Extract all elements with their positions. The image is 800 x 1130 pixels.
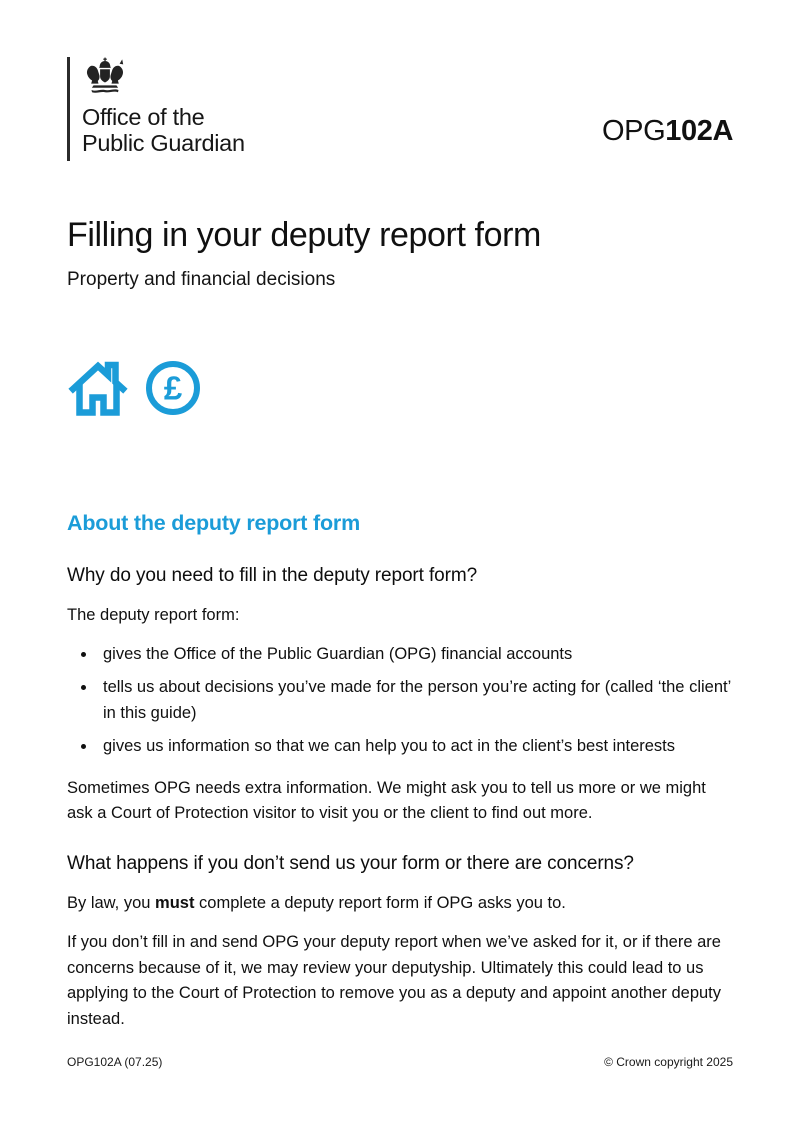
section-heading-about: About the deputy report form [67,511,360,535]
svg-text:£: £ [163,369,183,406]
page-footer [67,1055,733,1069]
form-number-suffix: 102A [665,115,733,147]
intro-paragraph: The deputy report form: [67,606,240,624]
footer-form-ref: OPG102A (07.25) [67,1055,163,1069]
list-item: • gives us information so that we can help you to act in the client’s best interests [97,734,733,760]
paragraph-extra-info: Sometimes OPG needs extra information. We might ask you to tell us more or we might ask a Court of Protection visitor to visit you or the client to find out more. [67,778,706,822]
logo-line2: Public Guardian [82,129,245,156]
footer-copyright: © Crown copyright 2025 [604,1055,733,1069]
sub-heading-why: Why do you need to fill in the deputy report form? [67,565,478,586]
logo-text [82,105,245,156]
list-item: • tells us about decisions you’ve made for the person you’re acting for (called ‘the client’ in this guide) [97,675,733,726]
topic-icon-row [67,359,733,421]
logo-line1: Office of the [82,104,205,130]
opg-logo [67,57,245,161]
by-law-before: By law, you [67,893,156,912]
pound-circle-icon [142,357,204,424]
list-item: • gives the Office of the Public Guardian (OPG) financial accounts [97,642,733,668]
by-law-after: complete a deputy report form if OPG asks you to. [194,893,566,912]
house-icon [67,357,129,424]
page-title: Filling in your deputy report form [67,216,541,254]
sub-heading-what-happens: What happens if you don’t send us your form or there are concerns? [67,852,634,874]
paragraph-consequences: If you don’t fill in and send OPG your deputy report when we’ve asked for it, or if there are concerns because of it, we may review your deputyship. Ultimately this could lead to us applying to the Court of Protection to remove you as a deputy and appoint another deputy instead. [67,933,722,1028]
royal-crest-icon [82,57,245,102]
form-number-prefix: OPG [602,115,666,147]
form-number [602,115,733,161]
by-law-bold: must [155,893,195,912]
paragraph-by-law [67,891,733,917]
bullet-list [67,642,733,760]
document-header [67,57,733,161]
page-subtitle: Property and financial decisions [67,269,336,290]
